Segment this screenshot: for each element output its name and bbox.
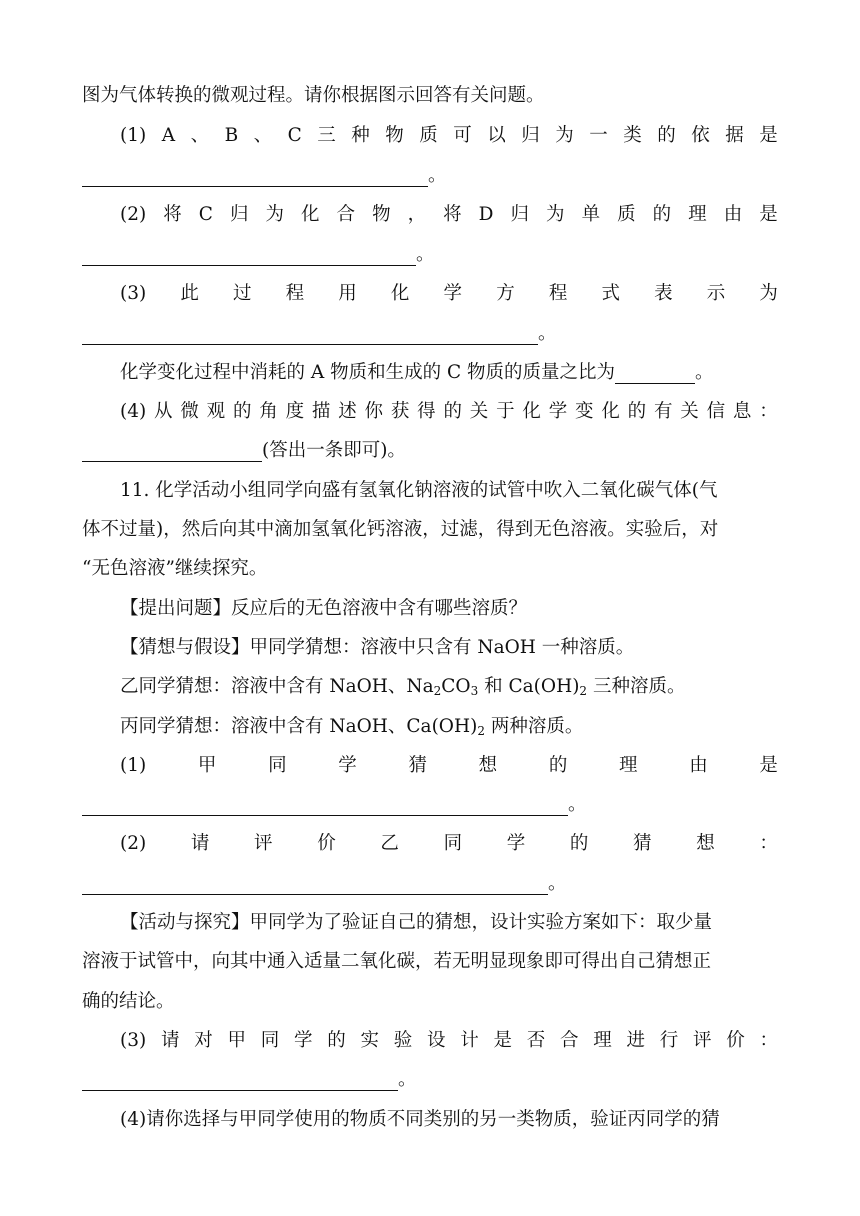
text-char: 得: [417, 401, 436, 422]
text-char: 一: [589, 125, 608, 146]
text-char: 的: [627, 401, 647, 422]
text-char: 质: [617, 204, 636, 225]
text-char: 化: [522, 401, 541, 422]
sub-question-4-line: (4)请你选择与甲同学使用的物质不同类别的另一类物质，验证丙同学的猜: [120, 1109, 720, 1130]
hypothesis-yi-line: 乙同学猜想：溶液中含有 NaOH、$Na_2CO_3$ 和 $Ca(OH)_2$ 三种溶质。: [120, 676, 686, 698]
text-char: (1): [120, 125, 147, 146]
text-char: 化: [601, 401, 620, 422]
question-4-line: [120, 394, 778, 430]
answer-2-line: 。: [82, 237, 778, 273]
text-char: (3): [120, 1030, 147, 1051]
text-char: 甲: [227, 1030, 246, 1051]
text-char: 于: [496, 401, 515, 422]
text-char: 表: [654, 283, 673, 304]
text-char: 同: [268, 755, 287, 776]
text-char: 的: [443, 401, 462, 422]
answer-blank-1[interactable]: [82, 160, 428, 187]
text-char: 价: [726, 1030, 745, 1051]
activity-line-1: 【活动与探究】甲同学为了验证自己的猜想，设计实验方案如下：取少量: [120, 912, 713, 933]
text-char: ：: [759, 833, 778, 854]
text-char: 关: [469, 401, 489, 422]
text-char: 为: [546, 204, 565, 225]
text-char: C: [287, 125, 302, 146]
text-char: 此: [180, 283, 199, 304]
text-char: 的: [652, 204, 672, 225]
text-char: 想: [478, 755, 498, 776]
text-char: 质: [419, 125, 438, 146]
text-char: 变: [575, 401, 594, 422]
text-char: 理: [593, 1030, 612, 1051]
text-char: 微: [180, 401, 199, 422]
text-char: 评: [692, 1030, 712, 1051]
text-char: 理: [688, 204, 707, 225]
text-char: 是: [493, 1030, 512, 1051]
text-char: ，: [407, 204, 427, 225]
text-char: 对: [194, 1030, 213, 1051]
text-char: 合: [559, 1030, 579, 1051]
sub-answer-blank-2[interactable]: [82, 868, 548, 895]
raise-question-line: 【提出问题】反应后的无色溶液中含有哪些溶质？: [120, 598, 528, 619]
text-char: 设: [426, 1030, 446, 1051]
text-char: 观: [206, 401, 226, 422]
answer-3-line: 。: [82, 316, 778, 352]
text-char: 化: [301, 204, 320, 225]
text-char: 将: [163, 204, 182, 225]
text-char: 种: [351, 125, 370, 146]
text-char: 是: [759, 204, 778, 225]
question-1-line: [120, 118, 778, 154]
sub-answer-blank-1[interactable]: [82, 789, 568, 816]
activity-line-2: 溶液于试管中，向其中通入适量二氧化碳，若无明显现象即可得出自己猜想正: [82, 951, 712, 972]
sub-answer-2-line: 。: [82, 866, 778, 902]
problem-11-line-2: 体不过量)，然后向其中滴加氢氧化钙溶液，过滤，得到无色溶液。实验后，对: [82, 519, 719, 540]
text-char: 由: [689, 755, 708, 776]
text-char: 的: [327, 1030, 346, 1051]
text-char: 学: [443, 283, 463, 304]
text-char: 方: [496, 283, 515, 304]
answer-4-line: (答出一条即可)。: [82, 433, 778, 469]
text-char: ：: [759, 1030, 778, 1051]
text-char: (1): [120, 755, 147, 776]
text-char: 述: [338, 401, 357, 422]
sub-question-3-line: [120, 1023, 778, 1059]
text-char: 是: [759, 125, 778, 146]
text-char: 的: [657, 125, 676, 146]
text-char: 程: [285, 283, 305, 304]
text-char: 将: [443, 204, 462, 225]
text-char: 学: [293, 1030, 313, 1051]
text-char: A: [161, 125, 176, 146]
text-char: 息: [732, 401, 752, 422]
text-char: 为: [265, 204, 284, 225]
text-char: 猜: [633, 833, 652, 854]
text-char: 示: [706, 283, 726, 304]
answer-blank-3[interactable]: [82, 318, 538, 345]
text-char: 式: [601, 283, 620, 304]
intro-line: 图为气体转换的微观过程。请你根据图示回答有关问题。: [82, 85, 545, 106]
text-char: 由: [723, 204, 743, 225]
mass-ratio-blank[interactable]: [615, 357, 695, 384]
text-char: 化: [390, 283, 410, 304]
text-char: (4): [120, 401, 147, 422]
text-char: 获: [390, 401, 410, 422]
answer-blank-4[interactable]: [82, 435, 262, 462]
text-char: 角: [259, 401, 278, 422]
text-char: 价: [317, 833, 336, 854]
text-char: 、: [190, 125, 210, 146]
text-char: 据: [725, 125, 744, 146]
sub-answer-blank-3[interactable]: [82, 1064, 398, 1091]
text-char: 甲: [197, 755, 217, 776]
text-char: 进: [626, 1030, 645, 1051]
hypothesis-bing-line: 丙同学猜想：溶液中含有 NaOH、$Ca(OH)_2$ 两种溶质。: [120, 716, 584, 738]
text-char: 请: [160, 1030, 180, 1051]
text-char: 过: [232, 283, 252, 304]
text-char: 的: [548, 755, 568, 776]
text-char: 你: [364, 401, 384, 422]
text-char: 以: [487, 125, 506, 146]
text-char: 同: [260, 1030, 280, 1051]
text-char: 否: [526, 1030, 546, 1051]
text-char: 为: [759, 283, 778, 304]
sub-question-2-line: [120, 826, 778, 862]
text-char: 是: [759, 755, 778, 776]
text-char: (3): [120, 283, 147, 304]
text-char: 物: [372, 204, 391, 225]
text-char: B: [224, 125, 239, 146]
text-char: 归: [510, 204, 530, 225]
text-char: 度: [285, 401, 305, 422]
question-3-line: [120, 276, 778, 312]
text-char: 用: [338, 283, 357, 304]
text-char: 归: [521, 125, 540, 146]
text-char: 有: [653, 401, 673, 422]
text-char: 理: [619, 755, 638, 776]
text-char: 单: [581, 204, 601, 225]
text-char: C: [198, 204, 213, 225]
text-char: 归: [229, 204, 249, 225]
text-char: 计: [460, 1030, 479, 1051]
text-char: 为: [555, 125, 574, 146]
text-char: 实: [360, 1030, 379, 1051]
mass-ratio-line: 化学变化过程中消耗的 A 物质和生成的 C 物质的质量之比为 。: [120, 355, 778, 391]
text-char: 关: [680, 401, 699, 422]
text-char: 学: [338, 755, 357, 776]
text-char: 程: [548, 283, 568, 304]
text-char: 学: [506, 833, 526, 854]
text-char: (2): [120, 204, 147, 225]
sub-answer-1-line: 。: [82, 787, 778, 823]
text-char: 信: [706, 401, 726, 422]
problem-11-line-1: 11. 化学活动小组同学向盛有氢氧化钠溶液的试管中吹入二氧化碳气体(气: [120, 480, 718, 501]
text-char: 猜: [408, 755, 427, 776]
text-char: 评: [254, 833, 273, 854]
problem-11-line-3: “无色溶液”继续探究。: [82, 558, 268, 579]
text-char: 的: [232, 401, 252, 422]
text-char: 请: [190, 833, 210, 854]
answer-blank-2[interactable]: [82, 239, 416, 266]
text-char: ：: [759, 401, 778, 422]
text-char: D: [478, 204, 494, 225]
text-char: 合: [336, 204, 356, 225]
text-char: 同: [443, 833, 463, 854]
answer-1-line: 。: [82, 158, 778, 194]
text-char: 、: [253, 125, 273, 146]
text-char: 依: [691, 125, 710, 146]
text-char: 行: [659, 1030, 679, 1051]
sub-answer-3-line: 。: [82, 1062, 778, 1098]
text-char: 乙: [380, 833, 399, 854]
sub-question-1-line: [120, 748, 778, 784]
text-char: 想: [696, 833, 715, 854]
text-char: 的: [569, 833, 589, 854]
activity-line-3: 确的结论。: [82, 991, 175, 1012]
text-char: 学: [548, 401, 568, 422]
question-2-line: [120, 197, 778, 233]
text-char: 类: [623, 125, 642, 146]
text-char: 物: [385, 125, 404, 146]
text-char: 描: [311, 401, 331, 422]
text-char: 从: [154, 401, 173, 422]
text-char: 可: [453, 125, 472, 146]
text-char: 验: [393, 1030, 413, 1051]
text-char: 三: [317, 125, 336, 146]
text-char: (2): [120, 833, 147, 854]
hypothesis-jia-line: 【猜想与假设】甲同学猜想：溶液中只含有 NaOH 一种溶质。: [120, 637, 635, 658]
